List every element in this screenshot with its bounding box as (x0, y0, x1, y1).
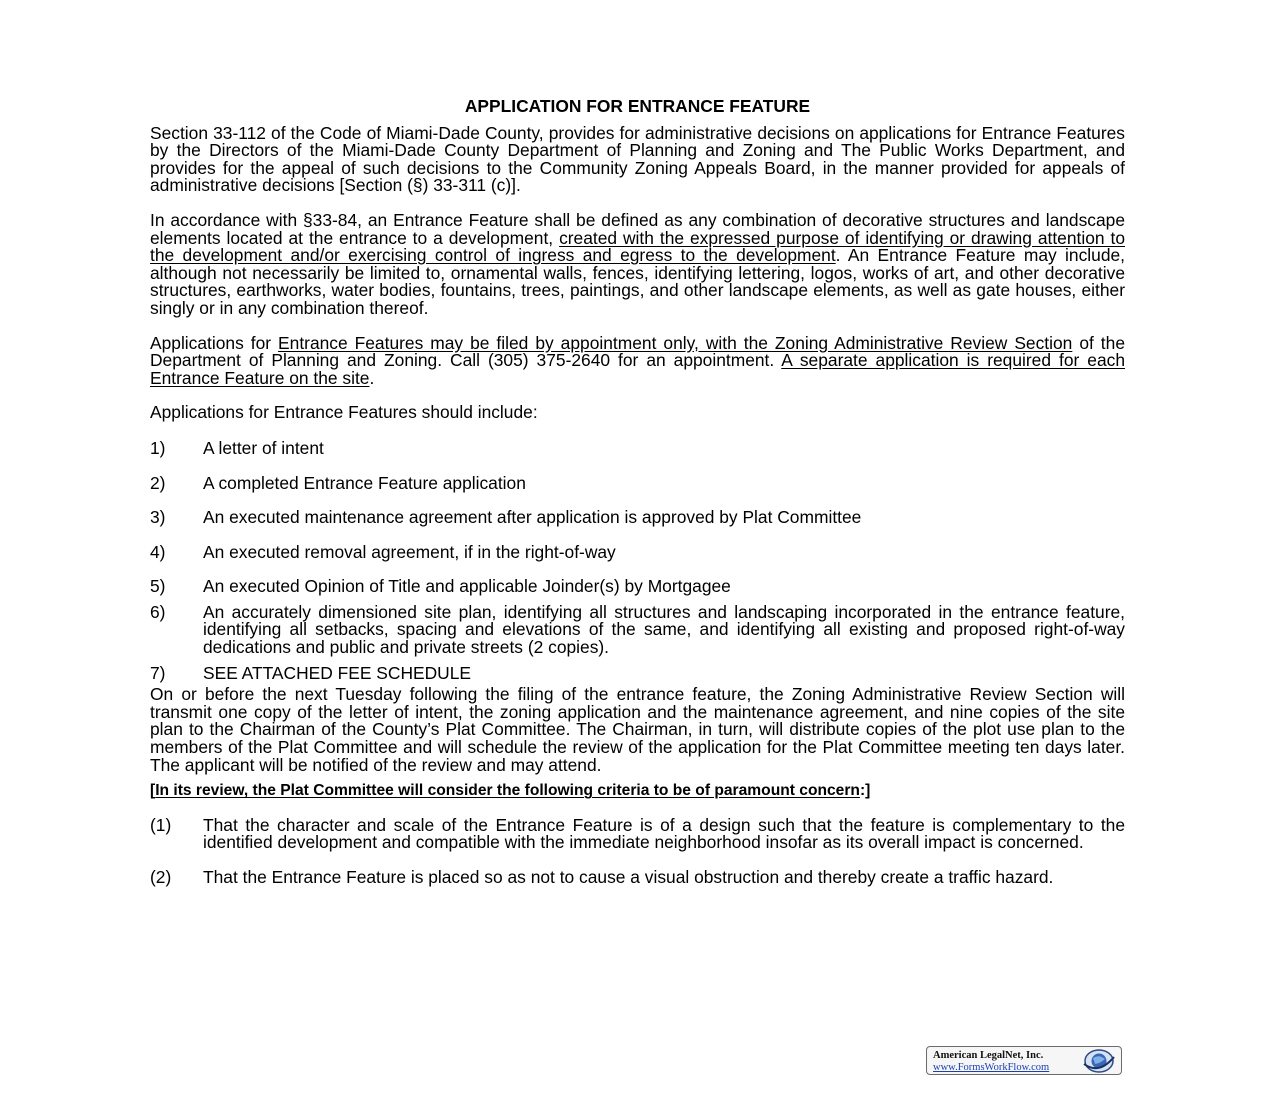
list-item-text: A letter of intent (203, 437, 324, 458)
list-item-text: An executed removal agreement, if in the right-of-way (203, 541, 616, 562)
include-intro-paragraph: Applications for Entrance Features should include: (150, 402, 538, 423)
list-item-text: A completed Entrance Feature application (203, 472, 526, 493)
list-item-7 (150, 662, 1125, 683)
logo-url-link[interactable]: www.FormsWorkFlow.com (933, 1062, 1050, 1073)
review-process-paragraph: On or before the next Tuesday following the filing of the entrance feature, the Zoning Administrative Review Section will transmit one copy of the letter of intent, the zoning application and the maintenance agreement, and nine copies of the site plan to the Chairman of the County’s Plat Committee. The Chairman, in turn, will distribute copies of the plot use plan to the members of the Plat Committee and will schedule the review of the application for the Plat Committee meeting ten days later. The applicant will be notified of the review and may attend. (150, 684, 1125, 775)
list-item-number: 5) (150, 576, 166, 597)
criteria-heading-text: In its review, the Plat Committee will consider the following criteria to be of paramount concern (155, 782, 860, 800)
list-item-number: 2) (150, 472, 166, 493)
list-item-number: 3) (150, 507, 166, 528)
appointment-paragraph (150, 332, 1126, 388)
document-title: APPLICATION FOR ENTRANCE FEATURE (464, 96, 811, 116)
appointment-text-mid: of the Department of Planning and Zoning. Call (305) 375-2640 for an appointment. (150, 332, 1125, 371)
definition-text: In accordance with §33-84, an Entrance Feature shall be defined as any combination of decorative structures and landscape elements located at the entrance to a development, (150, 209, 1125, 248)
criteria-item-number: (1) (150, 814, 172, 835)
criteria-item-number: (2) (150, 867, 172, 887)
list-item-text: An executed Opinion of Title and applicable Joinder(s) by Mortgagee (203, 576, 731, 597)
document-page (150, 98, 1125, 887)
criteria-item-1 (150, 814, 1125, 853)
appointment-text: Applications for (150, 332, 279, 353)
criteria-heading (150, 782, 1125, 800)
list-item-number: 4) (150, 541, 166, 562)
criteria-item-text: That the character and scale of the Entrance Feature is of a design such that the feature is complementary to the identified development and compatible with the immediate neighborhood insofar as its overall impact is concerned. (203, 814, 1125, 853)
criteria-heading-close-bracket: :] (859, 782, 871, 800)
appointment-underlined-text: Entrance Features may be filed by appointment only, with the Zoning Administrative Review Section (278, 332, 1073, 353)
logo-company-name: American LegalNet, Inc. (933, 1050, 1044, 1061)
criteria-item-2 (150, 869, 1125, 887)
list-item-text: An accurately dimensioned site plan, identifying all structures and landscaping incorporated in the entrance feature, identifying all setbacks, spacing and elevations of the same, and identifying all existing and proposed right-of-way dedications and public and private streets (2 copies). (203, 601, 1125, 658)
intro-paragraph: Section 33-112 of the Code of Miami-Dade County, provides for administrative decisions on applications for Entrance Features by the Directors of the Miami-Dade County Department of Planning and Zoning and The Public Works Department, and provides for the appeal of such decisions to the Community Zoning Appeals Board, in the manner provided for appeals of administrative decisions [Section (§) 33-311 (c)]. (150, 122, 1125, 196)
definition-text-continued: . An Entrance Feature may include, although not necessarily be limited to, ornamental walls, fences, identifying lettering, logos, works of art, and other decorative structures, earthworks, water bodies, fountains, trees, paintings, and other landscape elements, as well as gate houses, either singly or in any combination thereof. (150, 245, 1125, 318)
list-item-number: 7) (150, 662, 166, 683)
list-item-5 (150, 578, 1125, 596)
definition-paragraph (150, 209, 1125, 318)
criteria-item-text: That the Entrance Feature is placed so as not to cause a visual obstruction and thereby create a traffic hazard. (203, 867, 1054, 887)
list-item-text: SEE ATTACHED FEE SCHEDULE (203, 662, 471, 683)
globe-icon (1080, 1048, 1118, 1074)
list-item-3 (150, 509, 1125, 527)
criteria-heading-open-bracket: [ (150, 782, 156, 800)
list-item-text: An executed maintenance agreement after application is approved by Plat Committee (203, 507, 862, 528)
separate-application-underlined-text: A separate application is required for each Entrance Feature on the site (150, 350, 1126, 388)
list-item-number: 6) (150, 601, 166, 622)
appointment-text-end: . (369, 367, 375, 388)
list-item-6 (150, 601, 1125, 658)
list-item-2 (150, 472, 1125, 493)
list-item-1 (150, 437, 1125, 458)
list-item-4 (150, 541, 1125, 562)
definition-underlined-text: created with the expressed purpose of identifying or drawing attention to the development and/or exercising control of ingress and egress to the development (150, 227, 1125, 266)
list-item-number: 1) (150, 437, 166, 458)
american-legalnet-logo[interactable] (926, 1046, 1122, 1075)
